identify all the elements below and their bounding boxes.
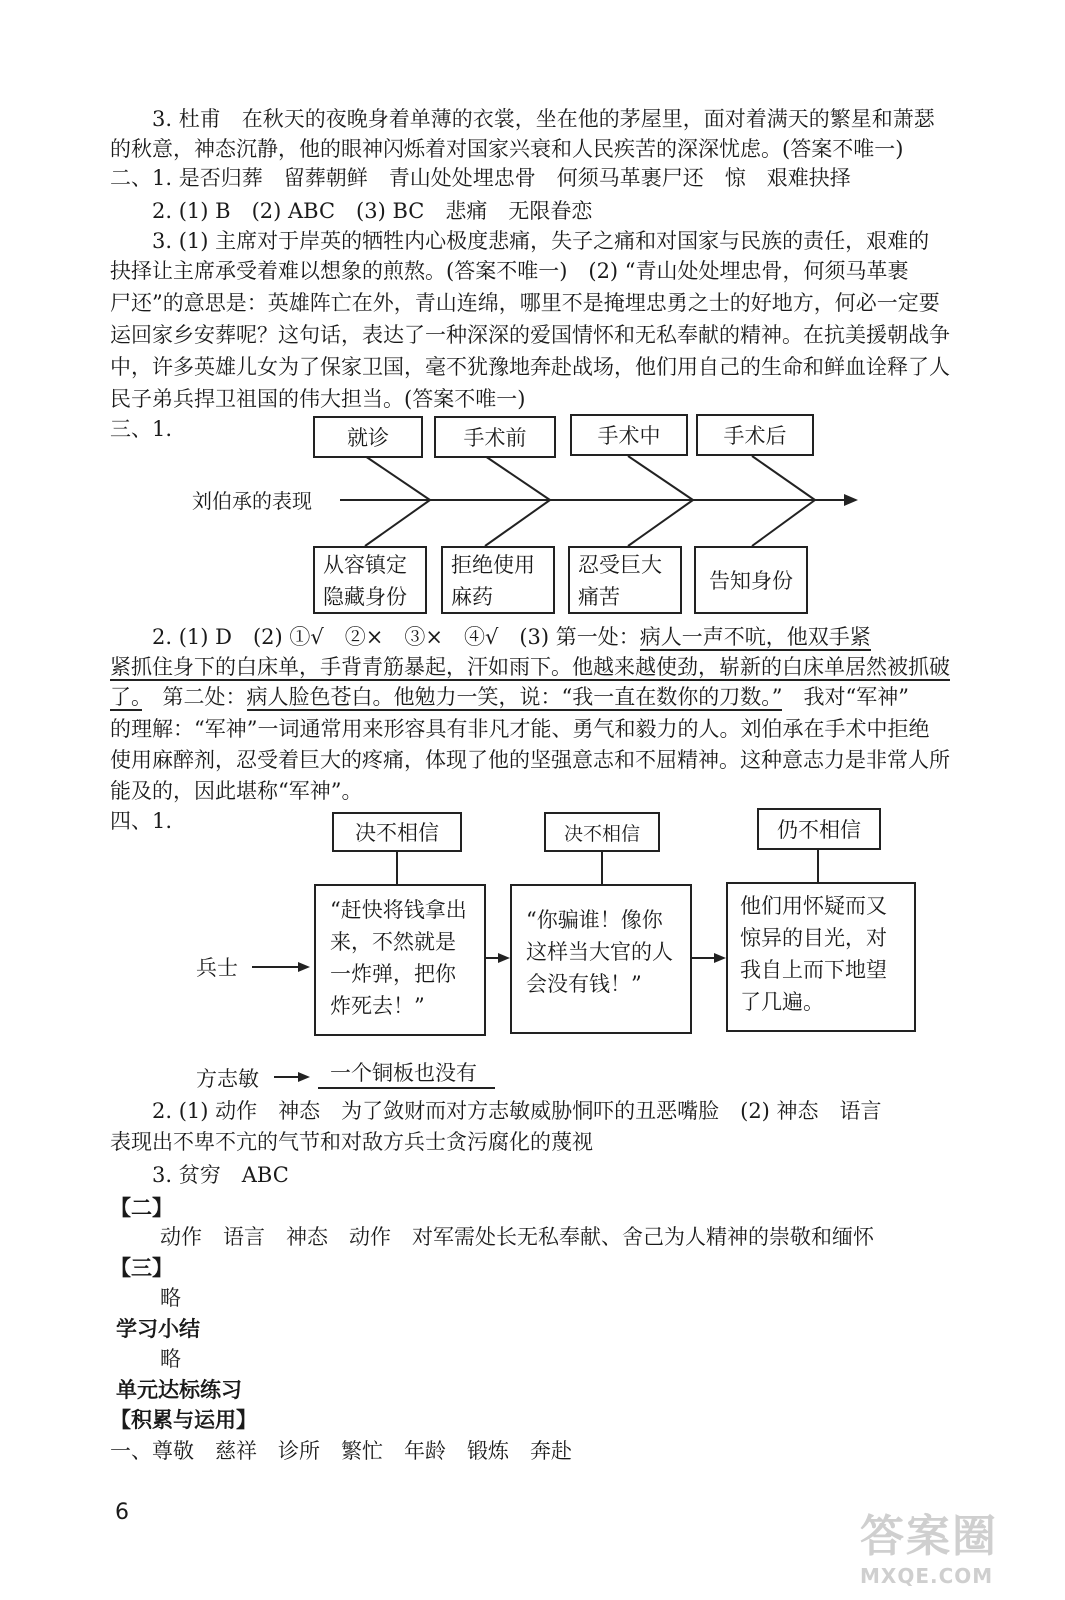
watermark-text: 答案圈: [860, 1511, 998, 1562]
section-heading: 单元达标练习: [116, 1378, 242, 1402]
part-heading: 【二】: [110, 1196, 173, 1220]
watermark-url: MXQE.COM: [860, 1564, 994, 1588]
answer-line: 3. 贫穷 ABC: [152, 1163, 289, 1187]
answer-line: 表现出不卑不亢的气节和对敌方兵士贪污腐化的蔑视: [110, 1130, 593, 1154]
answer-line: 使用麻醉剂，忍受着巨大的疼痛，体现了他的坚强意志和不屈精神。这种意志力是非常人所: [110, 748, 950, 772]
fishbone-behavior-box: 忍受巨大痛苦: [568, 546, 682, 614]
fishbone-stage-box: 手术后: [696, 414, 814, 456]
fishbone-behavior-box: 告知身份: [694, 546, 808, 614]
answer-line: 一、尊敬 慈祥 诊所 繁忙 年龄 锻炼 奔赴: [110, 1439, 572, 1463]
fishbone-stage-box: 手术前: [434, 416, 556, 458]
answer-line: 能及的，因此堪称“军神”。: [110, 779, 363, 803]
quote-box: “赶快将钱拿出来，不然就是一炸弹，把你炸死去！”: [314, 884, 486, 1036]
answer-line: 略: [160, 1347, 181, 1371]
attitude-box: 决不相信: [544, 812, 660, 852]
fang-answer: 一个铜板也没有: [330, 1061, 477, 1085]
section-label: 四、1.: [110, 809, 173, 833]
attitude-box: 仍不相信: [757, 808, 881, 850]
answer-line: [110, 682, 909, 712]
answer-line: 尸还”的意思是：英雄阵亡在外，青山连绵，哪里不是掩埋忠勇之士的好地方，何必一定要: [110, 291, 940, 315]
fishbone-behavior-box: 拒绝使用麻药: [441, 546, 555, 614]
answer-line: 的理解：“军神”一词通常用来形容具有非凡才能、勇气和毅力的人。刘伯承在手术中拒绝: [110, 717, 930, 741]
answer-line: 3. (1) 主席对于岸英的牺牲内心极度悲痛，失子之痛和对国家与民族的责任，艰难的: [152, 229, 930, 253]
answer-line: [110, 652, 950, 682]
section-heading: 学习小结: [116, 1317, 200, 1341]
quote-box: “你骗谁！像你这样当大官的人会没有钱！”: [510, 884, 692, 1034]
underlined-quote: 病人脸色苍白。他勉力一笑，说：“我一直在数你的刀数。”: [246, 685, 783, 709]
attitude-box: 决不相信: [332, 812, 462, 852]
answer-line: 2. (1) B (2) ABC (3) BC 悲痛 无限眷恋: [152, 199, 593, 223]
quote-box: 他们用怀疑而又惊异的目光，对我自上而下地望了几遍。: [726, 882, 916, 1032]
fishbone-stage-box: 手术中: [570, 414, 688, 456]
underlined-quote: 了。: [110, 685, 142, 709]
underlined-quote: 病人一声不吭，他双手紧: [639, 625, 871, 649]
answer-line: 民子弟兵捍卫祖国的伟大担当。(答案不唯一): [110, 387, 526, 411]
fang-label: 方志敏: [196, 1067, 259, 1091]
fishbone-behavior-box: 从容镇定隐藏身份: [313, 546, 427, 614]
answer-line: 中，许多英雄儿女为了保家卫国，毫不犹豫地奔赴战场，他们用自己的生命和鲜血诠释了人: [110, 355, 950, 379]
answer-text: 我对“军神”: [782, 685, 909, 709]
answer-text: 2. (1) D (2) ①√ ②× ③× ④√ (3) 第一处：: [152, 625, 640, 649]
answer-line: 运回家乡安葬呢？这句话，表达了一种深深的爱国情怀和无私奉献的精神。在抗美援朝战争: [110, 323, 950, 347]
answer-line: [152, 622, 871, 652]
answer-text: 第二处：: [141, 685, 247, 709]
fishbone-stage-box: 就诊: [313, 416, 423, 458]
part-heading: 【积累与运用】: [110, 1408, 257, 1432]
section-label: 三、1.: [110, 417, 173, 441]
answer-line: 抉择让主席承受着难以想象的煎熬。(答案不唯一) (2) “青山处处埋忠骨，何须马革裹: [110, 259, 909, 283]
answer-line: 3. 杜甫 在秋天的夜晚身着单薄的衣裳，坐在他的茅屋里，面对着满天的繁星和萧瑟: [152, 107, 935, 131]
part-heading: 【三】: [110, 1256, 173, 1280]
page-number: 6: [115, 1500, 129, 1525]
answer-line: 动作 语言 神态 动作 对军需处长无私奉献、舍己为人精神的崇敬和缅怀: [160, 1225, 874, 1249]
watermark-logo: [860, 1500, 1040, 1590]
fishbone-spine-label: 刘伯承的表现: [192, 489, 312, 513]
underlined-quote: 紧抓住身下的白床单，手背青筋暴起，汗如雨下。他越来越使劲，崭新的白床单居然被抓破: [110, 655, 950, 679]
answer-line: 略: [160, 1286, 181, 1310]
soldier-label: 兵士: [196, 956, 238, 980]
answer-line: 2. (1) 动作 神态 为了敛财而对方志敏威胁恫吓的丑恶嘴脸 (2) 神态 语言: [152, 1099, 882, 1123]
answer-line: 的秋意，神态沉静，他的眼神闪烁着对国家兴衰和人民疾苦的深深忧虑。(答案不唯一): [110, 137, 904, 161]
answer-line: 二、1. 是否归葬 留葬朝鲜 青山处处埋忠骨 何须马革裹尸还 惊 艰难抉择: [110, 166, 851, 190]
